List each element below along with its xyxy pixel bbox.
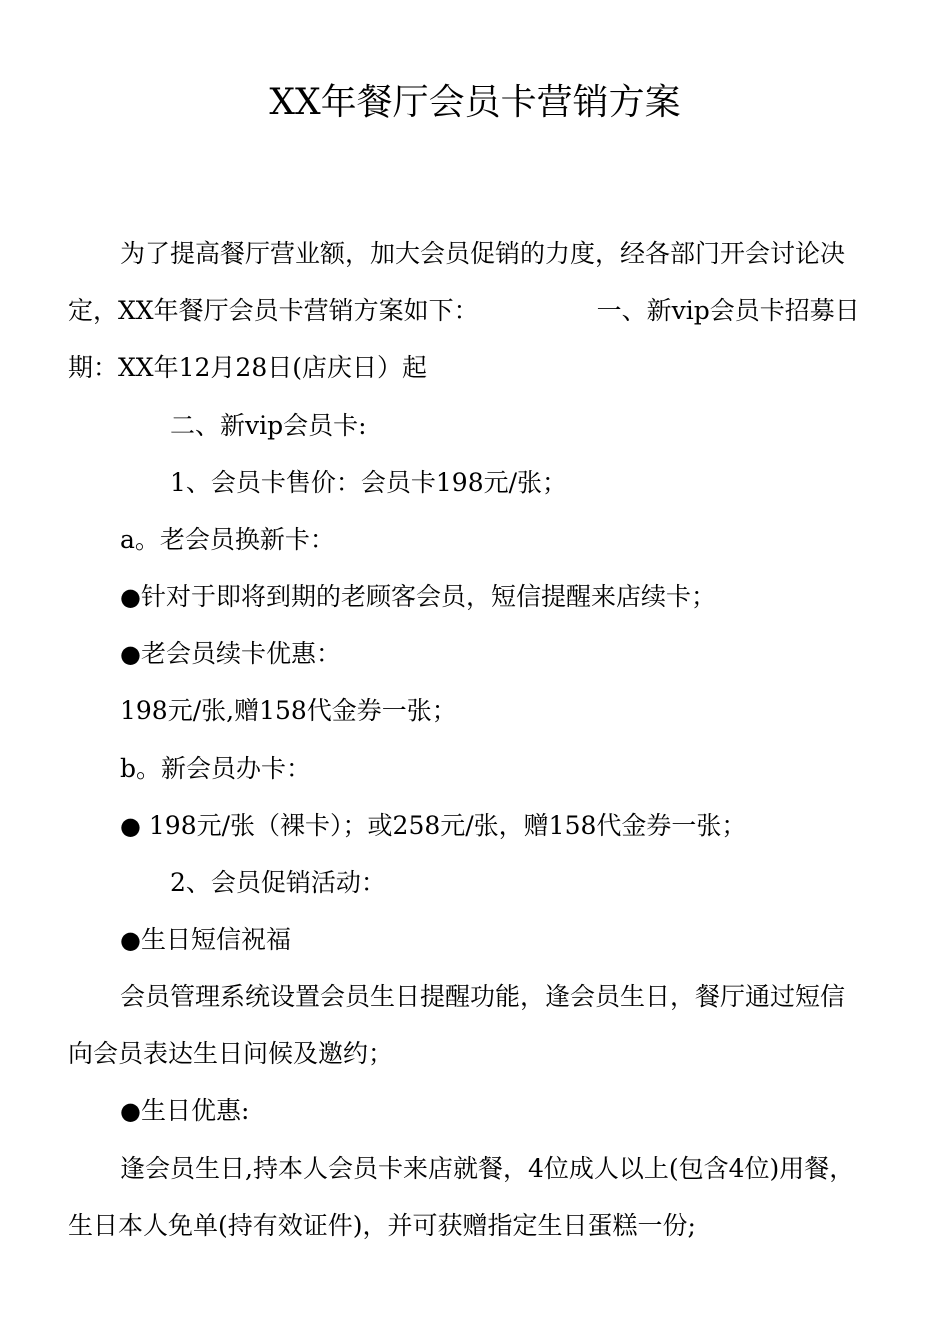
bullet-icon: ● bbox=[120, 583, 141, 611]
document-title: XX年餐厅会员卡营销方案 bbox=[269, 82, 681, 123]
bullet-renewal-offer: ●老会员续卡优惠： bbox=[120, 636, 341, 672]
intro-line-2a: 定，XX年餐厅会员卡营销方案如下： bbox=[68, 296, 479, 325]
sub-heading-b: b。新会员办卡： bbox=[120, 754, 312, 783]
birthday-sms-line-1: 会员管理系统设置会员生日提醒功能，逢会员生日，餐厅通过短信 bbox=[120, 982, 846, 1011]
sub-heading-a: a。老会员换新卡： bbox=[120, 525, 335, 554]
bullet-icon: ● bbox=[120, 1097, 141, 1125]
bullet-renewal-reminder: ●针对于即将到期的老顾客会员，短信提醒来店续卡； bbox=[120, 579, 716, 615]
section-2-item-2: 2、会员促销活动： bbox=[170, 868, 386, 897]
section-1-heading: 一、新vip会员卡招募日 bbox=[596, 296, 860, 325]
birthday-sms-line-2: 向会员表达生日问候及邀约； bbox=[68, 1039, 394, 1068]
bullet-birthday-offer: ●生日优惠: bbox=[120, 1093, 249, 1129]
bullet-icon: ● bbox=[120, 926, 141, 954]
bullet-birthday-sms: ●生日短信祝福 bbox=[120, 922, 291, 958]
section-2-heading: 二、新vip会员卡: bbox=[170, 411, 367, 440]
intro-line-3: 期：XX年12月28日(店庆日）起 bbox=[68, 353, 427, 382]
bullet-icon: ● bbox=[120, 640, 141, 668]
birthday-offer-line-2: 生日本人免单(持有效证件)，并可获赠指定生日蛋糕一份; bbox=[68, 1211, 696, 1240]
bullet-new-card-price: ● 198元/张（裸卡）；或258元/张，赠158代金券一张； bbox=[120, 808, 746, 844]
renewal-price: 198元/张,赠158代金券一张； bbox=[120, 696, 457, 725]
bullet-icon: ● bbox=[120, 812, 141, 840]
intro-line-1: 为了提高餐厅营业额，加大会员促销的力度，经各部门开会讨论决 bbox=[120, 239, 846, 268]
intro-line-2 bbox=[68, 293, 860, 329]
birthday-offer-line-1: 逢会员生日,持本人会员卡来店就餐，4位成人以上(包含4位)用餐， bbox=[120, 1154, 855, 1183]
section-2-item-1: 1、会员卡售价：会员卡198元/张； bbox=[170, 468, 568, 497]
